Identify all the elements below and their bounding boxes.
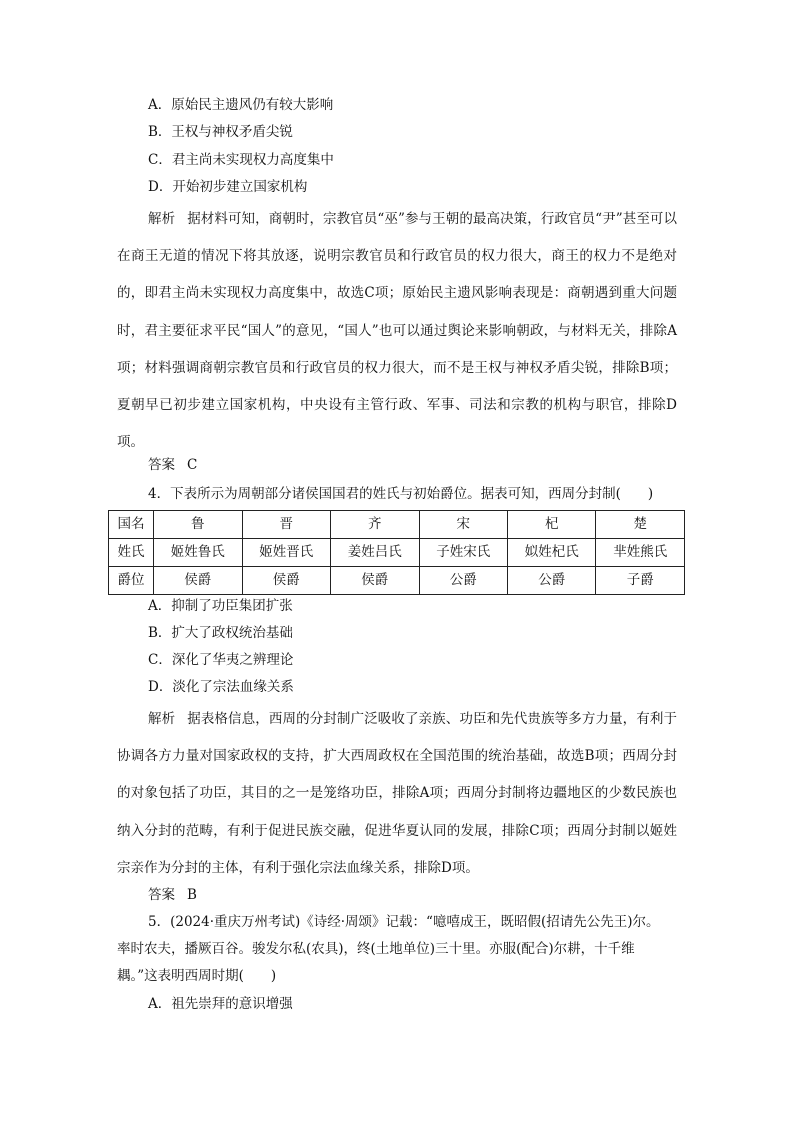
table-cell: 爵位 xyxy=(109,567,154,595)
table-cell: 侯爵 xyxy=(331,567,419,595)
q3-answer-label: 答案 xyxy=(148,457,175,473)
q4-stem: 4．下表所示为周朝部分诸侯国国君的姓氏与初始爵位。据表可知，西周分封制( ) xyxy=(148,486,654,502)
q5-stem-line-3: 耦。”这表明西周时期( ) xyxy=(117,968,277,984)
table-cell: 子爵 xyxy=(596,567,685,595)
q3-analysis xyxy=(117,201,677,461)
table-cell: 姜姓吕氏 xyxy=(331,539,419,567)
q3-answer-value: C xyxy=(187,457,198,473)
table-cell: 姬姓晋氏 xyxy=(242,539,330,567)
table-cell: 姬姓鲁氏 xyxy=(154,539,242,567)
q4-answer xyxy=(148,885,197,905)
table-cell: 国名 xyxy=(109,511,154,539)
q4-analysis-text: 据表格信息，西周的分封制广泛吸收了亲族、功臣和先代贵族等多方力量，有利于协调各方力量对国家政权的支持，扩大西周政权在全国范围的统治基础，故选B项；西周分封的对象包括了功臣，其目的之一是笼络功臣，排除A项；西周分封制将边疆地区的少数民族也纳入分封的范畴，有利于促进民族交融，促进华夏认同的发展，排除C项；西周分封制以姬姓宗亲作为分封的主体，有利于强化宗法血缘关系，排除D项。 xyxy=(117,711,678,876)
table-cell: 芈姓熊氏 xyxy=(596,539,685,567)
table-cell: 姒姓杞氏 xyxy=(507,539,595,567)
table-cell: 子姓宋氏 xyxy=(419,539,507,567)
q4-table xyxy=(108,510,685,595)
table-row xyxy=(109,567,685,595)
table-cell: 晋 xyxy=(242,511,330,539)
q4-option-b: B．扩大了政权统治基础 xyxy=(148,625,293,641)
table-cell: 杞 xyxy=(507,511,595,539)
table-row xyxy=(109,511,685,539)
table-cell: 姓氏 xyxy=(109,539,154,567)
q4-option-d: D．淡化了宗法血缘关系 xyxy=(148,679,294,695)
table-cell: 鲁 xyxy=(154,511,242,539)
q3-option-d: D．开始初步建立国家机构 xyxy=(148,179,308,195)
q3-analysis-text: 据材料可知，商朝时，宗教官员“巫”参与王朝的最高决策，行政官员“尹”甚至可以在商王无道的情况下将其放逐，说明宗教官员和行政官员的权力很大，商王的权力不是绝对的，即君主尚未实现权力高度集中，故选C项；原始民主遗风影响表现是：商朝遇到重大问题时，君主要征求平民“国人”的意见，“国人”也可以通过舆论来影响朝政，与材料无关，排除A项；材料强调商朝宗教官员和行政官员的权力很大，而不是王权与神权矛盾尖锐，排除B项；夏朝早已初步建立国家机构，中央设有主管行政、军事、司法和宗教的机构与职官，排除D项。 xyxy=(117,211,678,451)
table-cell: 公爵 xyxy=(507,567,595,595)
table-cell: 侯爵 xyxy=(242,567,330,595)
q4-answer-label: 答案 xyxy=(148,887,175,903)
q4-option-c: C．深化了华夷之辨理论 xyxy=(148,652,294,668)
q3-option-a: A．原始民主遗风仍有较大影响 xyxy=(148,97,334,113)
table-cell: 公爵 xyxy=(419,567,507,595)
table-cell: 宋 xyxy=(419,511,507,539)
table-cell: 侯爵 xyxy=(154,567,242,595)
q5-stem-line-2: 率时农夫，播厥百谷。骏发尔私(农具)，终(土地单位)三十里。亦服(配合)尔耕，十千维 xyxy=(117,941,635,957)
table-cell: 齐 xyxy=(331,511,419,539)
table-row xyxy=(109,539,685,567)
q4-answer-value: B xyxy=(187,887,197,903)
table-cell: 楚 xyxy=(596,511,685,539)
q5-option-a: A．祖先崇拜的意识增强 xyxy=(148,996,293,1012)
q4-analysis xyxy=(117,701,677,887)
q5-stem-line-1: 5．(2024·重庆万州考试)《诗经·周颂》记载：“噫嘻成王，既昭假(招请先公先王)尔。 xyxy=(148,914,660,930)
q3-option-c: C．君主尚未实现权力高度集中 xyxy=(148,152,334,168)
q3-option-b: B．王权与神权矛盾尖锐 xyxy=(148,124,293,140)
q3-answer xyxy=(148,455,197,475)
q3-analysis-label: 解析 xyxy=(148,211,176,227)
q4-analysis-label: 解析 xyxy=(148,711,176,727)
q4-option-a: A．抑制了功臣集团扩张 xyxy=(148,598,293,614)
